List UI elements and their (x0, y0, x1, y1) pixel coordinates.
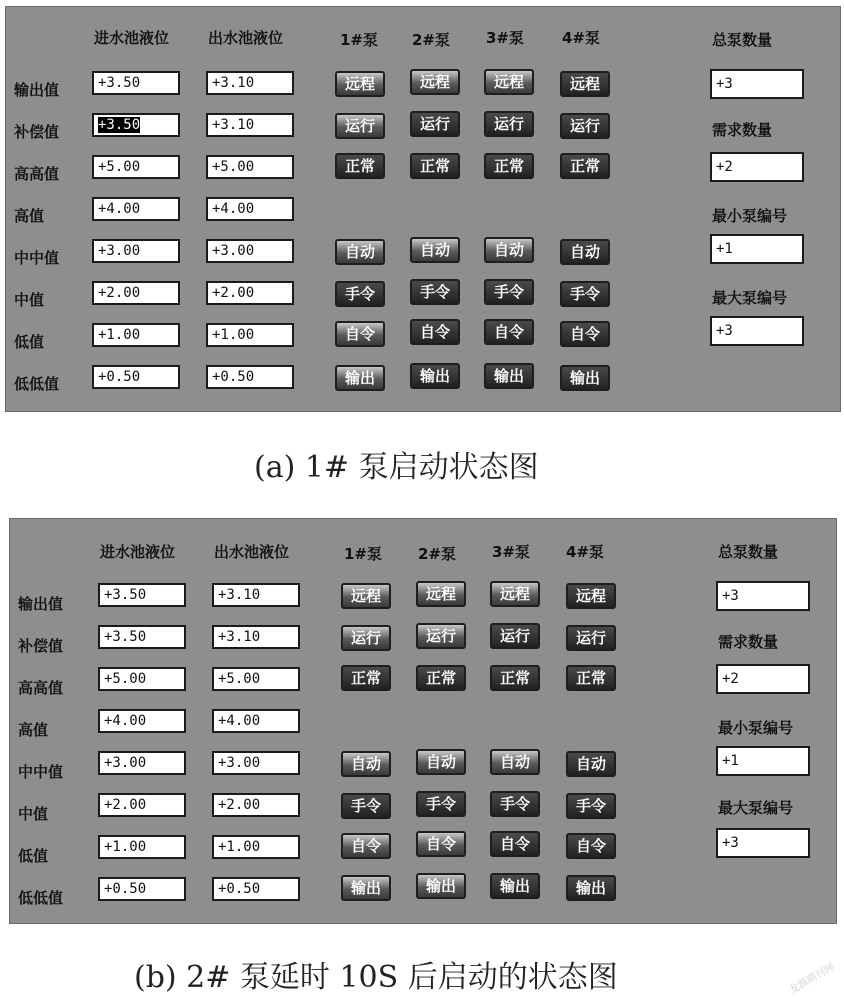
pump1-output-button[interactable]: 输出 (335, 365, 385, 391)
pump3-run-button[interactable]: 运行 (490, 623, 540, 649)
pump4-remote-button[interactable]: 远程 (560, 71, 610, 97)
pump1-autocmd-button[interactable]: 自令 (335, 321, 385, 347)
total-pumps-label: 总泵数量 (718, 543, 779, 561)
pump3-output-button[interactable]: 输出 (490, 873, 540, 899)
watermark: 龙源期刊网 (787, 961, 837, 997)
row-label: 高高值 (14, 165, 60, 183)
inlet-field[interactable]: +3.00 (98, 751, 186, 775)
inlet-field[interactable]: +0.50 (98, 877, 186, 901)
pump1-auto-button[interactable]: 自动 (335, 239, 385, 265)
pump1-auto-button[interactable]: 自动 (341, 751, 391, 777)
pump4-output-button[interactable]: 输出 (566, 875, 616, 901)
outlet-field[interactable]: +5.00 (206, 155, 294, 179)
pump1-autocmd-button[interactable]: 自令 (341, 833, 391, 859)
pump1-remote-button[interactable]: 远程 (335, 71, 385, 97)
row-label: 中值 (18, 805, 49, 823)
row-label: 低值 (18, 847, 49, 865)
pump4-autocmd-button[interactable]: 自令 (560, 321, 610, 347)
pump2-normal-button[interactable]: 正常 (416, 665, 466, 691)
col-header-outlet: 出水池液位 (214, 543, 290, 561)
outlet-field[interactable]: +1.00 (206, 323, 294, 347)
outlet-field[interactable]: +2.00 (212, 793, 300, 817)
caption-b: (b) 2# 泵延时 10S 后启动的状态图 (134, 960, 618, 995)
pump3-normal-button[interactable]: 正常 (490, 665, 540, 691)
pump1-manual-button[interactable]: 手令 (335, 281, 385, 307)
pump4-output-button[interactable]: 输出 (560, 365, 610, 391)
pump-header-2: 2#泵 (418, 545, 457, 563)
row-label: 中中值 (18, 763, 64, 781)
selected-text: +3.50 (98, 117, 141, 133)
demand-count-field[interactable]: +2 (716, 664, 810, 694)
pump2-run-button[interactable]: 运行 (416, 623, 466, 649)
row-label: 高高值 (18, 679, 64, 697)
pump4-run-button[interactable]: 运行 (566, 625, 616, 651)
outlet-field[interactable]: +3.10 (212, 625, 300, 649)
total-pumps-label: 总泵数量 (712, 31, 773, 49)
pump1-normal-button[interactable]: 正常 (335, 153, 385, 179)
outlet-field[interactable]: +1.00 (212, 835, 300, 859)
inlet-field[interactable]: +1.00 (98, 835, 186, 859)
col-header-outlet: 出水池液位 (208, 29, 284, 47)
outlet-field[interactable]: +0.50 (212, 877, 300, 901)
hmi-panel-b (9, 518, 837, 924)
inlet-field[interactable]: +4.00 (98, 709, 186, 733)
pump2-autocmd-button[interactable]: 自令 (410, 319, 460, 345)
inlet-field[interactable]: +2.00 (98, 793, 186, 817)
pump3-manual-button[interactable]: 手令 (490, 791, 540, 817)
pump3-autocmd-button[interactable]: 自令 (484, 319, 534, 345)
pump-header-1: 1#泵 (340, 31, 379, 49)
col-header-inlet: 进水池液位 (100, 543, 176, 561)
pump4-autocmd-button[interactable]: 自令 (566, 833, 616, 859)
row-label: 中值 (14, 291, 45, 309)
pump1-remote-button[interactable]: 远程 (341, 583, 391, 609)
col-header-inlet: 进水池液位 (94, 29, 170, 47)
outlet-field[interactable]: +4.00 (212, 709, 300, 733)
row-label: 补偿值 (14, 123, 60, 141)
pump3-normal-button[interactable]: 正常 (484, 153, 534, 179)
row-label: 输出值 (14, 81, 60, 99)
total-pumps-field[interactable]: +3 (716, 581, 810, 611)
pump2-normal-button[interactable]: 正常 (410, 153, 460, 179)
inlet-field[interactable]: +5.00 (92, 155, 180, 179)
row-label: 中中值 (14, 249, 60, 267)
outlet-field[interactable]: +3.00 (206, 239, 294, 263)
outlet-field[interactable]: +3.10 (206, 113, 294, 137)
row-label: 低低值 (14, 375, 60, 393)
inlet-field[interactable]: +2.00 (92, 281, 180, 305)
row-label: 低值 (14, 333, 45, 351)
pump4-manual-button[interactable]: 手令 (566, 793, 616, 819)
max-pump-id-label: 最大泵编号 (718, 799, 794, 817)
outlet-field[interactable]: +0.50 (206, 365, 294, 389)
pump2-autocmd-button[interactable]: 自令 (416, 831, 466, 857)
min-pump-id-field[interactable]: +1 (716, 746, 810, 776)
pump2-output-button[interactable]: 输出 (410, 363, 460, 389)
min-pump-id-label: 最小泵编号 (718, 719, 794, 737)
min-pump-id-label: 最小泵编号 (712, 207, 788, 225)
inlet-field[interactable]: +3.50 (98, 583, 186, 607)
pump-header-3: 3#泵 (486, 29, 525, 47)
inlet-field[interactable]: +3.00 (92, 239, 180, 263)
row-label: 低低值 (18, 889, 64, 907)
pump-header-4: 4#泵 (562, 29, 601, 47)
inlet-field[interactable]: +3.50 (98, 625, 186, 649)
pump3-manual-button[interactable]: 手令 (484, 279, 534, 305)
outlet-field[interactable]: +2.00 (206, 281, 294, 305)
pump2-auto-button[interactable]: 自动 (410, 237, 460, 263)
inlet-field[interactable]: +1.00 (92, 323, 180, 347)
pump3-auto-button[interactable]: 自动 (484, 237, 534, 263)
max-pump-id-label: 最大泵编号 (712, 289, 788, 307)
pump-header-4: 4#泵 (566, 543, 605, 561)
inlet-field[interactable]: +4.00 (92, 197, 180, 221)
outlet-field[interactable]: +3.10 (212, 583, 300, 607)
pump1-run-button[interactable]: 运行 (341, 625, 391, 651)
inlet-field[interactable]: +5.00 (98, 667, 186, 691)
pump4-normal-button[interactable]: 正常 (560, 153, 610, 179)
pump-header-2: 2#泵 (412, 31, 451, 49)
pump1-run-button[interactable]: 运行 (335, 113, 385, 139)
pump4-remote-button[interactable]: 远程 (566, 583, 616, 609)
pump2-manual-button[interactable]: 手令 (416, 791, 466, 817)
pump4-auto-button[interactable]: 自动 (566, 751, 616, 777)
min-pump-id-field[interactable]: +1 (710, 234, 804, 264)
outlet-field[interactable]: +4.00 (206, 197, 294, 221)
pump-header-3: 3#泵 (492, 543, 531, 561)
pump2-remote-button[interactable]: 远程 (410, 69, 460, 95)
pump3-run-button[interactable]: 运行 (484, 111, 534, 137)
pump-header-1: 1#泵 (344, 545, 383, 563)
total-pumps-field[interactable]: +3 (710, 69, 804, 99)
outlet-field[interactable]: +5.00 (212, 667, 300, 691)
max-pump-id-field[interactable]: +3 (710, 316, 804, 346)
pump3-output-button[interactable]: 输出 (484, 363, 534, 389)
pump2-auto-button[interactable]: 自动 (416, 749, 466, 775)
outlet-field[interactable]: +3.00 (212, 751, 300, 775)
pump4-run-button[interactable]: 运行 (560, 113, 610, 139)
pump3-remote-button[interactable]: 远程 (490, 581, 540, 607)
pump2-remote-button[interactable]: 远程 (416, 581, 466, 607)
pump2-manual-button[interactable]: 手令 (410, 279, 460, 305)
demand-count-field[interactable]: +2 (710, 152, 804, 182)
demand-count-label: 需求数量 (712, 121, 773, 139)
max-pump-id-field[interactable]: +3 (716, 828, 810, 858)
pump1-normal-button[interactable]: 正常 (341, 665, 391, 691)
inlet-field[interactable]: +3.50 (92, 71, 180, 95)
outlet-field[interactable]: +3.10 (206, 71, 294, 95)
pump1-manual-button[interactable]: 手令 (341, 793, 391, 819)
hmi-panel-a (5, 6, 841, 412)
row-label: 补偿值 (18, 637, 64, 655)
pump4-auto-button[interactable]: 自动 (560, 239, 610, 265)
pump2-run-button[interactable]: 运行 (410, 111, 460, 137)
pump2-output-button[interactable]: 输出 (416, 873, 466, 899)
caption-a: (a) 1# 泵启动状态图 (254, 450, 539, 485)
demand-count-label: 需求数量 (718, 633, 779, 651)
row-label: 输出值 (18, 595, 64, 613)
pump4-normal-button[interactable]: 正常 (566, 665, 616, 691)
pump1-output-button[interactable]: 输出 (341, 875, 391, 901)
pump4-manual-button[interactable]: 手令 (560, 281, 610, 307)
pump3-autocmd-button[interactable]: 自令 (490, 831, 540, 857)
inlet-field[interactable]: +0.50 (92, 365, 180, 389)
inlet-field[interactable] (92, 113, 180, 137)
pump3-auto-button[interactable]: 自动 (490, 749, 540, 775)
row-label: 高值 (18, 721, 49, 739)
row-label: 高值 (14, 207, 45, 225)
pump3-remote-button[interactable]: 远程 (484, 69, 534, 95)
